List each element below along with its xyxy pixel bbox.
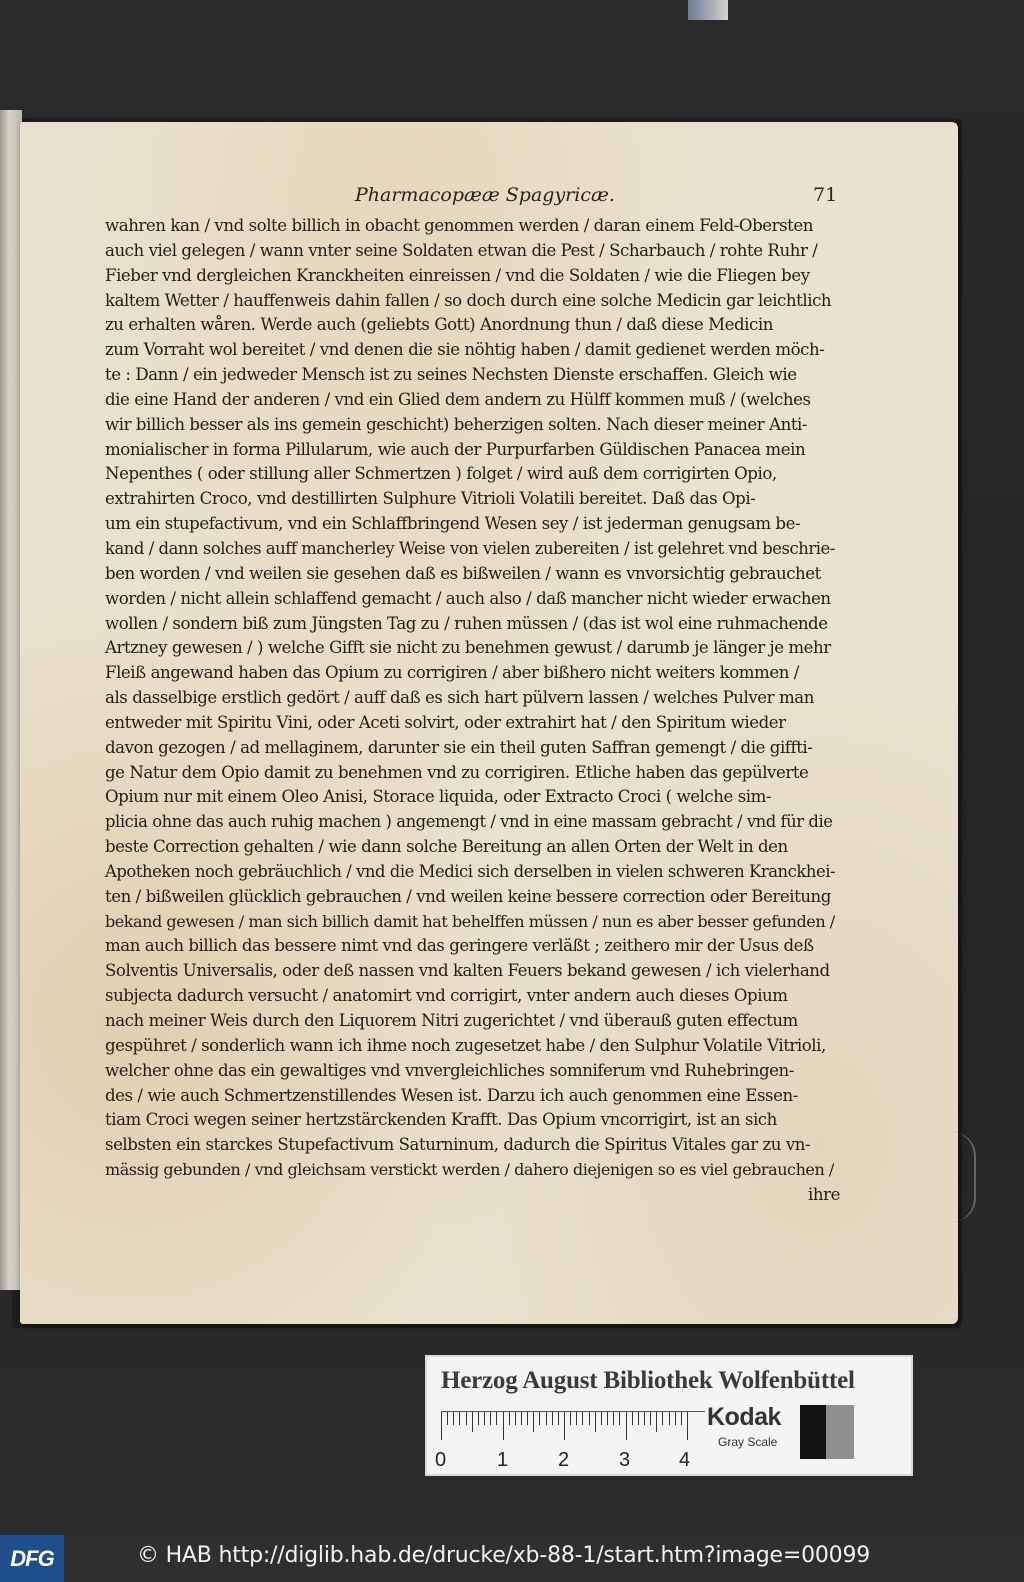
ruler-tick — [619, 1412, 620, 1425]
ruler-tick — [644, 1412, 645, 1425]
page-number: 71 — [813, 184, 838, 206]
page-edge-mark — [952, 1132, 976, 1222]
text-line: Nepenthes ( oder stillung aller Schmertzen ) folget / wird auß dem corrigirten Opio, — [105, 464, 777, 484]
text-line: um ein stupefactivum, vnd ein Schlaffbringend Wesen sey / ist jederman genugsam be- — [105, 514, 801, 534]
text-line: worden / nicht allein schlaffend gemacht / auch also / daß mancher nicht wieder erwachen — [105, 588, 831, 608]
ruler-tick — [546, 1412, 547, 1425]
ruler-tick — [626, 1412, 627, 1440]
gray-scale-label: Gray Scale — [718, 1435, 778, 1449]
ruler-tick — [447, 1412, 448, 1425]
gray-patch-black — [800, 1405, 826, 1459]
ruler-tick — [453, 1412, 454, 1425]
text-line: ten / bißweilen glücklich gebrauchen / vnd weilen keine bessere correction oder Bereitung — [105, 886, 831, 906]
text-line: tiam Croci wegen seiner hertzstärckenden Krafft. Das Opium vncorrigirt, ist an sich — [105, 1110, 777, 1130]
text-line: zum Vorraht wol bereitet / vnd denen die sie nöhtig haben / damit gedienet werden möch- — [105, 340, 825, 360]
ruler-tick — [533, 1412, 534, 1432]
text-line: ge Natur dem Opio damit zu benehmen vnd zu corrigiren. Etliche haben das gepülverte — [105, 762, 809, 782]
kodak-logo: Kodak — [707, 1403, 781, 1431]
text-line: te : Dann / ein jedweder Mensch ist zu seines Nechsten Dienste erschaffen. Gleich wie — [105, 365, 797, 385]
text-line: auch viel gelegen / wann vnter seine Soldaten etwan die Pest / Scharbauch / rohte Ruhr / — [105, 240, 818, 260]
text-line: des / wie auch Schmertzenstillendes Wesen ist. Darzu ich auch genommen eine Essen- — [105, 1085, 798, 1105]
text-line: zu erhalten wåren. Werde auch (geliebts Gott) Anordnung thun / daß diese Medicin — [105, 315, 773, 335]
ruler-tick — [669, 1412, 670, 1425]
text-line: Apotheken noch gebräuchlich / vnd die Medici sich derselben in vielen schweren Kranckhei- — [105, 861, 836, 881]
text-line: die eine Hand der anderen / vnd ein Glied dem andern zu Hülff kommen muß / (welches — [105, 389, 811, 409]
text-line: selbsten ein starckes Stupefactivum Saturninum, dadurch die Spiritus Vitales gar zu vn- — [105, 1135, 811, 1155]
ruler-number: 4 — [679, 1449, 691, 1471]
footer-bar — [0, 1535, 1024, 1582]
text-line: kand / dann solches auff mancherley Weise von vielen zubereiten / ist gelehret vnd beschrie- — [105, 538, 835, 558]
book-page — [20, 122, 958, 1324]
ruler-tick — [521, 1412, 522, 1425]
text-line: plicia ohne das auch ruhig machen ) angemengt / vnd in eine massam gebracht / vnd für die — [105, 812, 833, 832]
ruler-number: 2 — [558, 1449, 570, 1471]
text-line: subjecta dadurch versucht / anatomirt vnd corrigirt, vnter andern auch dieses Opium — [105, 986, 788, 1006]
copyright-credit: © HAB http://diglib.hab.de/drucke/xb-88-1/start.htm?image=00099 — [137, 1543, 871, 1568]
ruler-tick — [459, 1412, 460, 1425]
text-line: entweder mit Spiritu Vini, oder Aceti solvirt, oder extrahirt hat / den Spiritum wieder — [105, 712, 786, 732]
gray-scale-card — [425, 1355, 913, 1476]
previous-page-edge — [0, 110, 22, 1290]
ruler-tick — [607, 1412, 608, 1425]
ruler-tick — [527, 1412, 528, 1425]
ruler — [441, 1411, 705, 1442]
ruler-tick — [478, 1412, 479, 1425]
text-line: kaltem Wetter / hauffenweis dahin fallen / so doch durch eine solche Medicin gar leichtlich — [105, 290, 832, 310]
ruler-tick — [589, 1412, 590, 1425]
ruler-tick — [675, 1412, 676, 1425]
color-target-fragment — [688, 0, 728, 20]
text-line: mässig gebunden / vnd gleichsam verstickt werden / dahero diejenigen so es viel gebrauchen / — [105, 1160, 834, 1180]
gray-patch-mid — [826, 1405, 854, 1459]
ruler-tick — [558, 1412, 559, 1425]
catchword: ihre — [808, 1184, 840, 1204]
ruler-tick — [509, 1412, 510, 1425]
body-text — [105, 214, 840, 1208]
ruler-tick — [466, 1412, 467, 1425]
dfg-logo — [0, 1535, 64, 1582]
ruler-number: 0 — [435, 1449, 447, 1471]
ruler-tick — [681, 1412, 682, 1425]
ruler-tick — [490, 1412, 491, 1425]
ruler-tick — [638, 1412, 639, 1425]
text-line: monialischer in forma Pillularum, wie auch der Purpurfarben Güldischen Panacea mein — [105, 439, 806, 459]
text-line: ben worden / vnd weilen sie gesehen daß es bißweilen / wann es vnvorsichtig gebrauchet — [105, 563, 821, 583]
text-line: nach meiner Weis durch den Liquorem Nitri zugerichtet / vnd überauß guten effectum — [105, 1011, 798, 1030]
text-line: als dasselbige erstlich gedört / auff daß es sich hart pülvern lassen / welches Pulver man — [105, 688, 814, 708]
ruler-tick — [687, 1412, 688, 1440]
ruler-tick — [601, 1412, 602, 1425]
text-line: bekand gewesen / man sich billich damit hat behelffen müssen / nun es aber besser gefunden / — [105, 911, 835, 931]
ruler-tick — [484, 1412, 485, 1425]
text-line: davon gezogen / ad mellaginem, darunter sie ein theil guten Saffran gemengt / die giffti- — [105, 737, 813, 757]
ruler-tick — [539, 1412, 540, 1425]
text-line: wir billich besser als ins gemein geschicht) beherzigen solten. Nach dieser meiner Anti- — [105, 414, 808, 434]
running-title: Pharmacopææ Spagyricæ. — [355, 184, 615, 206]
ruler-tick — [662, 1412, 663, 1425]
dfg-logo-text: DFG — [10, 1545, 54, 1571]
ruler-tick — [650, 1412, 651, 1425]
ruler-tick — [564, 1412, 565, 1440]
text-line: wahren kan / vnd solte billich in obacht genommen werden / daran einem Feld-Obersten — [105, 216, 813, 235]
text-line: man auch billich das bessere nimt vnd das geringere verläßt ; zeithero mir der Usus deß — [105, 936, 814, 956]
ruler-tick — [472, 1412, 473, 1432]
ruler-tick — [570, 1412, 571, 1425]
ruler-tick — [656, 1412, 657, 1432]
ruler-tick — [552, 1412, 553, 1425]
ruler-tick — [582, 1412, 583, 1425]
text-line: Fieber vnd dergleichen Kranckheiten einreissen / vnd die Soldaten / wie die Fliegen bey — [105, 265, 810, 285]
ruler-tick — [632, 1412, 633, 1425]
scale-card-title: Herzog August Bibliothek Wolfenbüttel — [441, 1367, 855, 1394]
text-line: wollen / sondern biß zum Jüngsten Tag zu / ruhen müssen / (das ist wol eine ruhmachende — [105, 613, 828, 633]
text-line: welcher ohne das ein gewaltiges vnd vnvergleichliches somniferum vnd Ruhebringen- — [105, 1060, 794, 1080]
ruler-number: 3 — [619, 1449, 631, 1471]
text-line: Artzney gewesen / ) welche Gifft sie nicht zu benehmen gewust / darumb je länger je mehr — [105, 638, 831, 658]
ruler-tick — [576, 1412, 577, 1425]
ruler-number: 1 — [497, 1449, 509, 1471]
ruler-tick — [613, 1412, 614, 1425]
text-line: beste Correction gehalten / wie dann solche Bereitung an allen Orten der Welt in den — [105, 837, 788, 857]
text-line: Fleiß angewand haben das Opium zu corrigiren / aber bißhero nicht weiters kommen / — [105, 663, 799, 683]
ruler-tick — [441, 1412, 442, 1440]
ruler-tick — [595, 1412, 596, 1432]
text-line: Solventis Universalis, oder deß nassen vnd kalten Feuers bekand gewesen / ich vielerhand — [105, 961, 830, 981]
page-header — [20, 184, 958, 214]
text-line: Opium nur mit einem Oleo Anisi, Storace liquida, oder Extracto Croci ( welche sim- — [105, 787, 772, 807]
text-line: gespühret / sonderlich wann ich ihme noch zugesetzet habe / den Sulphur Volatile Vitrioli, — [105, 1035, 826, 1055]
ruler-tick — [496, 1412, 497, 1425]
ruler-tick — [515, 1412, 516, 1425]
text-line: extrahirten Croco, vnd destillirten Sulphure Vitrioli Volatili bereitet. Daß das Opi- — [105, 489, 756, 509]
ruler-tick — [503, 1412, 504, 1440]
